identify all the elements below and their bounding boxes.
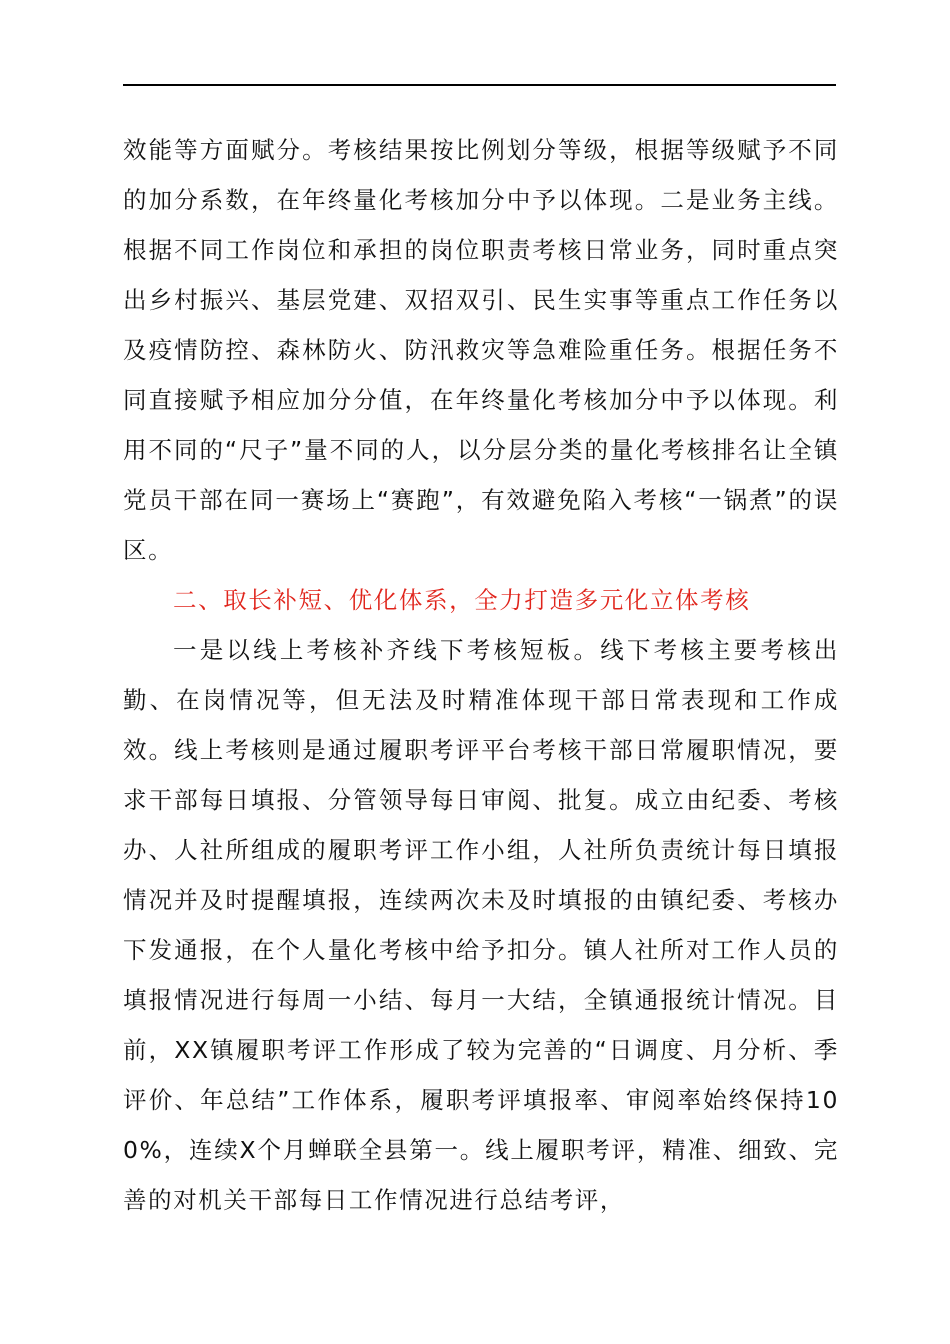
section-heading: 二、取长补短、优化体系，全力打造多元化立体考核 <box>173 586 751 614</box>
paragraph-continuation: 效能等方面赋分。考核结果按比例划分等级，根据等级赋予不同的加分系数，在年终量化考核加分中予以体现。二是业务主线。根据不同工作岗位和承担的岗位职责考核日常业务，同时重点突出乡村振兴、基层党建、双招双引、民生实事等重点工作任务以及疫情防控、森林防火、防汛救灾等急难险重任务。根据任务不同直接赋予相应加分分值，在年终量化考核加分中予以体现。利用不同的“尺子”量不同的人，以分层分类的量化考核排名让全镇党员干部在同一赛场上“赛跑”，有效避免陷入考核“一锅煮”的误区。 <box>123 136 839 564</box>
paragraph-body: 一是以线上考核补齐线下考核短板。线下考核主要考核出勤、在岗情况等，但无法及时精准体现干部日常表现和工作成效。线上考核则是通过履职考评平台考核干部日常履职情况，要求干部每日填报、分管领导每日审阅、批复。成立由纪委、考核办、人社所组成的履职考评工作小组，人社所负责统计每日填报情况并及时提醒填报，连续两次未及时填报的由镇纪委、考核办下发通报，在个人量化考核中给予扣分。镇人社所对工作人员的填报情况进行每周一小结、每月一大结，全镇通报统计情况。目前，XX镇履职考评工作形成了较为完善的“日调度、月分析、季评价、年总结”工作体系，履职考评填报率、审阅率始终保持100%，连续X个月蝉联全县第一。线上履职考评，精准、细致、完善的对机关干部每日工作情况进行总结考评， <box>123 636 839 1214</box>
header-rule <box>123 84 836 86</box>
document-body <box>123 125 839 1225</box>
